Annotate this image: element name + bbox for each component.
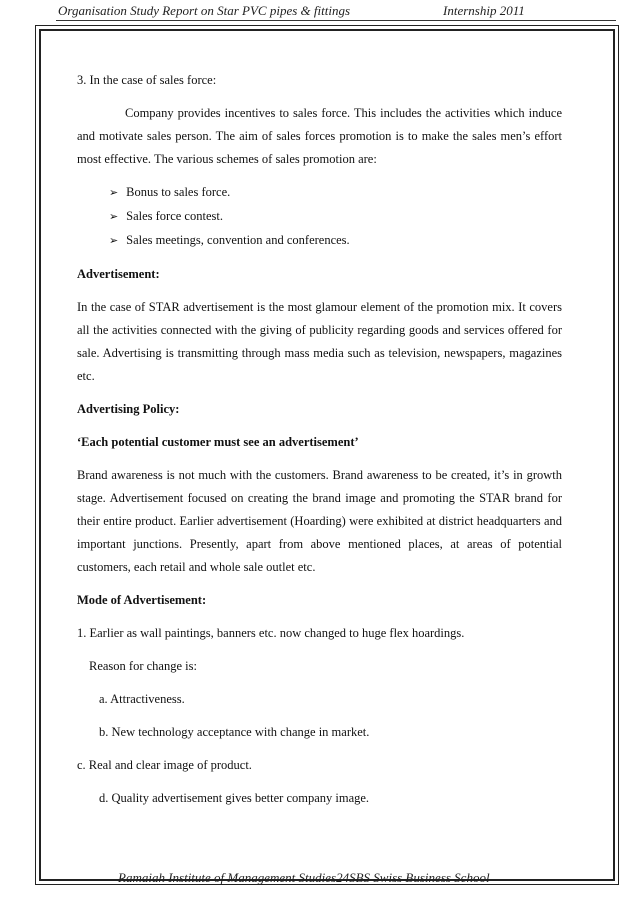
page-content <box>77 69 562 820</box>
reason-c: c. Real and clear image of product. <box>77 758 252 772</box>
page-number: 24 <box>336 870 350 885</box>
footer <box>118 870 490 886</box>
advertisement-paragraph: In the case of STAR advertisement is the most glamour element of the promotion mix. It covers all the activities connected with the giving of publicity regarding goods and services offered for sale. Advertising is transmitting through mass media such as television, newspapers, magazines etc. <box>77 300 562 383</box>
list-item: ➢ Sales meetings, convention and conferences. <box>109 229 562 253</box>
advertising-policy-heading: Advertising Policy: <box>77 402 180 416</box>
header-rule <box>56 20 616 21</box>
policy-paragraph: Brand awareness is not much with the customers. Brand awareness to be created, it’s in growth stage. Advertisement focused on creating the brand image and promoting the STAR brand for their entire product. Earlier advertisement (Hoarding) were exhibited at district headquarters and important junctions. Presently, apart from above mentioned places, at areas of potential customers, each retail and whole sale outlet etc. <box>77 468 562 574</box>
list-item: ➢ Sales force contest. <box>109 205 562 229</box>
mode-item-1: 1. Earlier as wall paintings, banners etc. now changed to huge flex hoardings. <box>77 626 465 640</box>
arrow-bullet-icon: ➢ <box>109 235 119 247</box>
advertisement-heading: Advertisement: <box>77 267 160 281</box>
reason-a: a. Attractiveness. <box>99 692 185 706</box>
sales-force-heading: 3. In the case of sales force: <box>77 73 217 87</box>
list-item: ➢ Bonus to sales force. <box>109 181 562 205</box>
sales-force-paragraph: Company provides incentives to sales force. This includes the activities which induce and motivate sales person. The aim of sales forces promotion is to make the sales men’s effort most effective. The various schemes of sales promotion are: <box>77 106 562 166</box>
header-title: Organisation Study Report on Star PVC pipes & fittings <box>58 3 351 18</box>
header-year: Internship 2011 <box>443 3 525 18</box>
policy-quote: ‘Each potential customer must see an advertisement’ <box>77 435 359 449</box>
reason-label: Reason for change is: <box>89 659 197 673</box>
reason-b: b. New technology acceptance with change in market. <box>99 725 370 739</box>
footer-institute: Ramaiah Institute of Management Studies <box>118 870 337 885</box>
footer-school: SBS Swiss Business School <box>349 870 490 885</box>
mode-heading: Mode of Advertisement: <box>77 593 207 607</box>
sales-promotion-list <box>77 181 562 253</box>
reason-d: d. Quality advertisement gives better company image. <box>99 791 370 805</box>
arrow-bullet-icon: ➢ <box>109 211 119 223</box>
arrow-bullet-icon: ➢ <box>109 187 119 199</box>
